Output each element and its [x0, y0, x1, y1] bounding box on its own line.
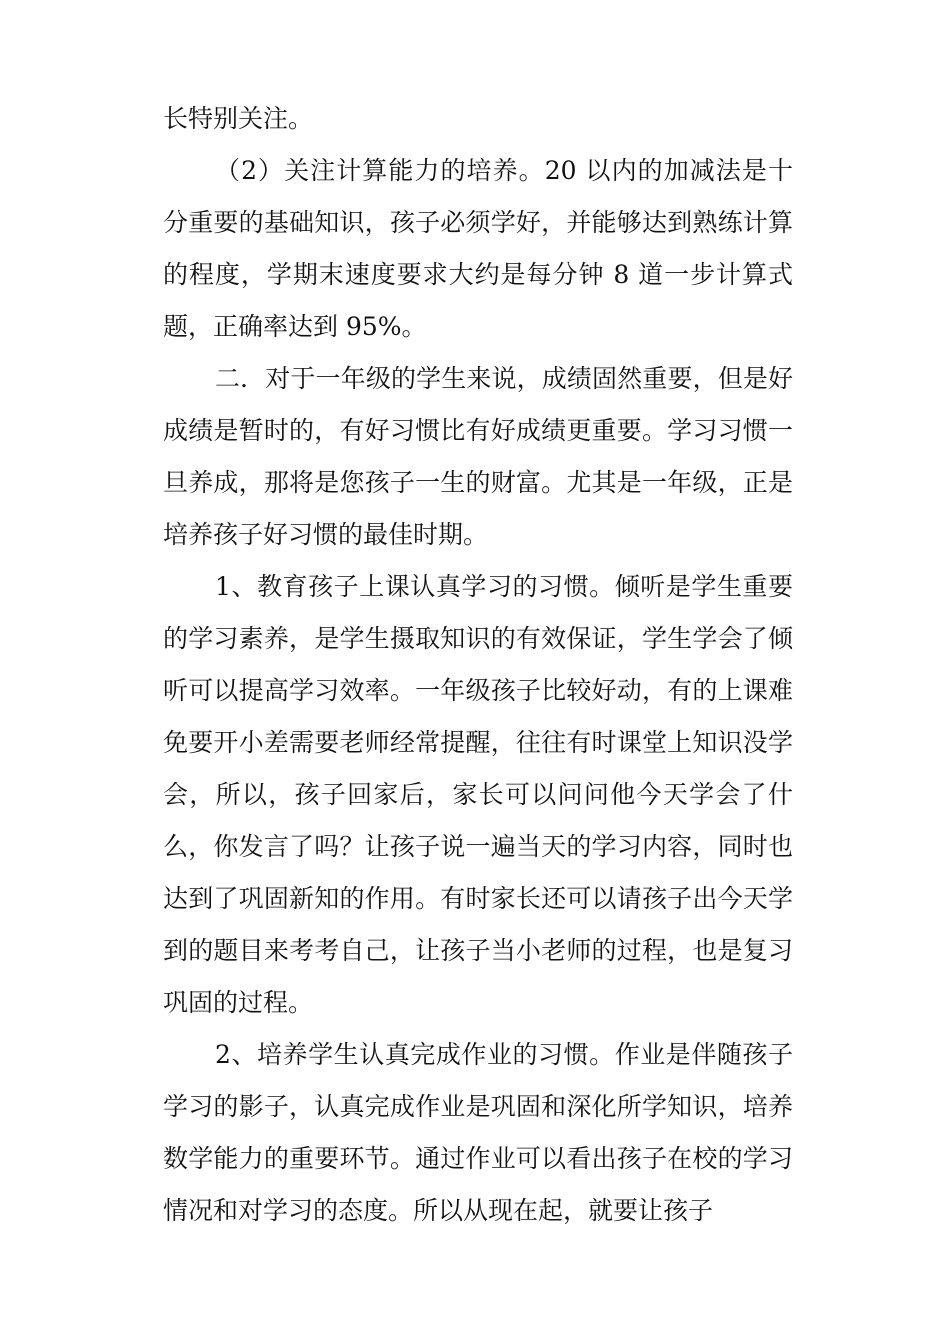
- paragraph-3: 二．对于一年级的学生来说，成绩固然重要，但是好成绩是暂时的，有好习惯比有好成绩更重要。学习习惯一旦养成，那将是您孩子一生的财富。尤其是一年级，正是培养孩子好习惯的最佳时期。: [163, 364, 793, 549]
- paragraph-2: （2）关注计算能力的培养。20 以内的加减法是十分重要的基础知识，孩子必须学好，并能够达到熟练计算的程度，学期末速度要求大约是每分钟 8 道一步计算式题，正确率达到 95%。: [163, 156, 793, 341]
- paragraph-1: 长特别关注。: [163, 104, 314, 133]
- document-body: [163, 93, 793, 1237]
- paragraph-5: 2、培养学生认真完成作业的习惯。作业是伴随孩子学习的影子，认真完成作业是巩固和深化所学知识，培养数学能力的重要环节。通过作业可以看出孩子在校的学习情况和对学习的态度。所以从现在起，就要让孩子: [163, 1040, 793, 1225]
- paragraph-4: 1、教育孩子上课认真学习的习惯。倾听是学生重要的学习素养，是学生摄取知识的有效保证，学生学会了倾听可以提高学习效率。一年级孩子比较好动，有的上课难免要开小差需要老师经常提醒，往往有时课堂上知识没学会，所以，孩子回家后，家长可以问问他今天学会了什么，你发言了吗？让孩子说一遍当天的学习内容，同时也达到了巩固新知的作用。有时家长还可以请孩子出今天学到的题目来考考自己，让孩子当小老师的过程，也是复习巩固的过程。: [163, 572, 793, 1017]
